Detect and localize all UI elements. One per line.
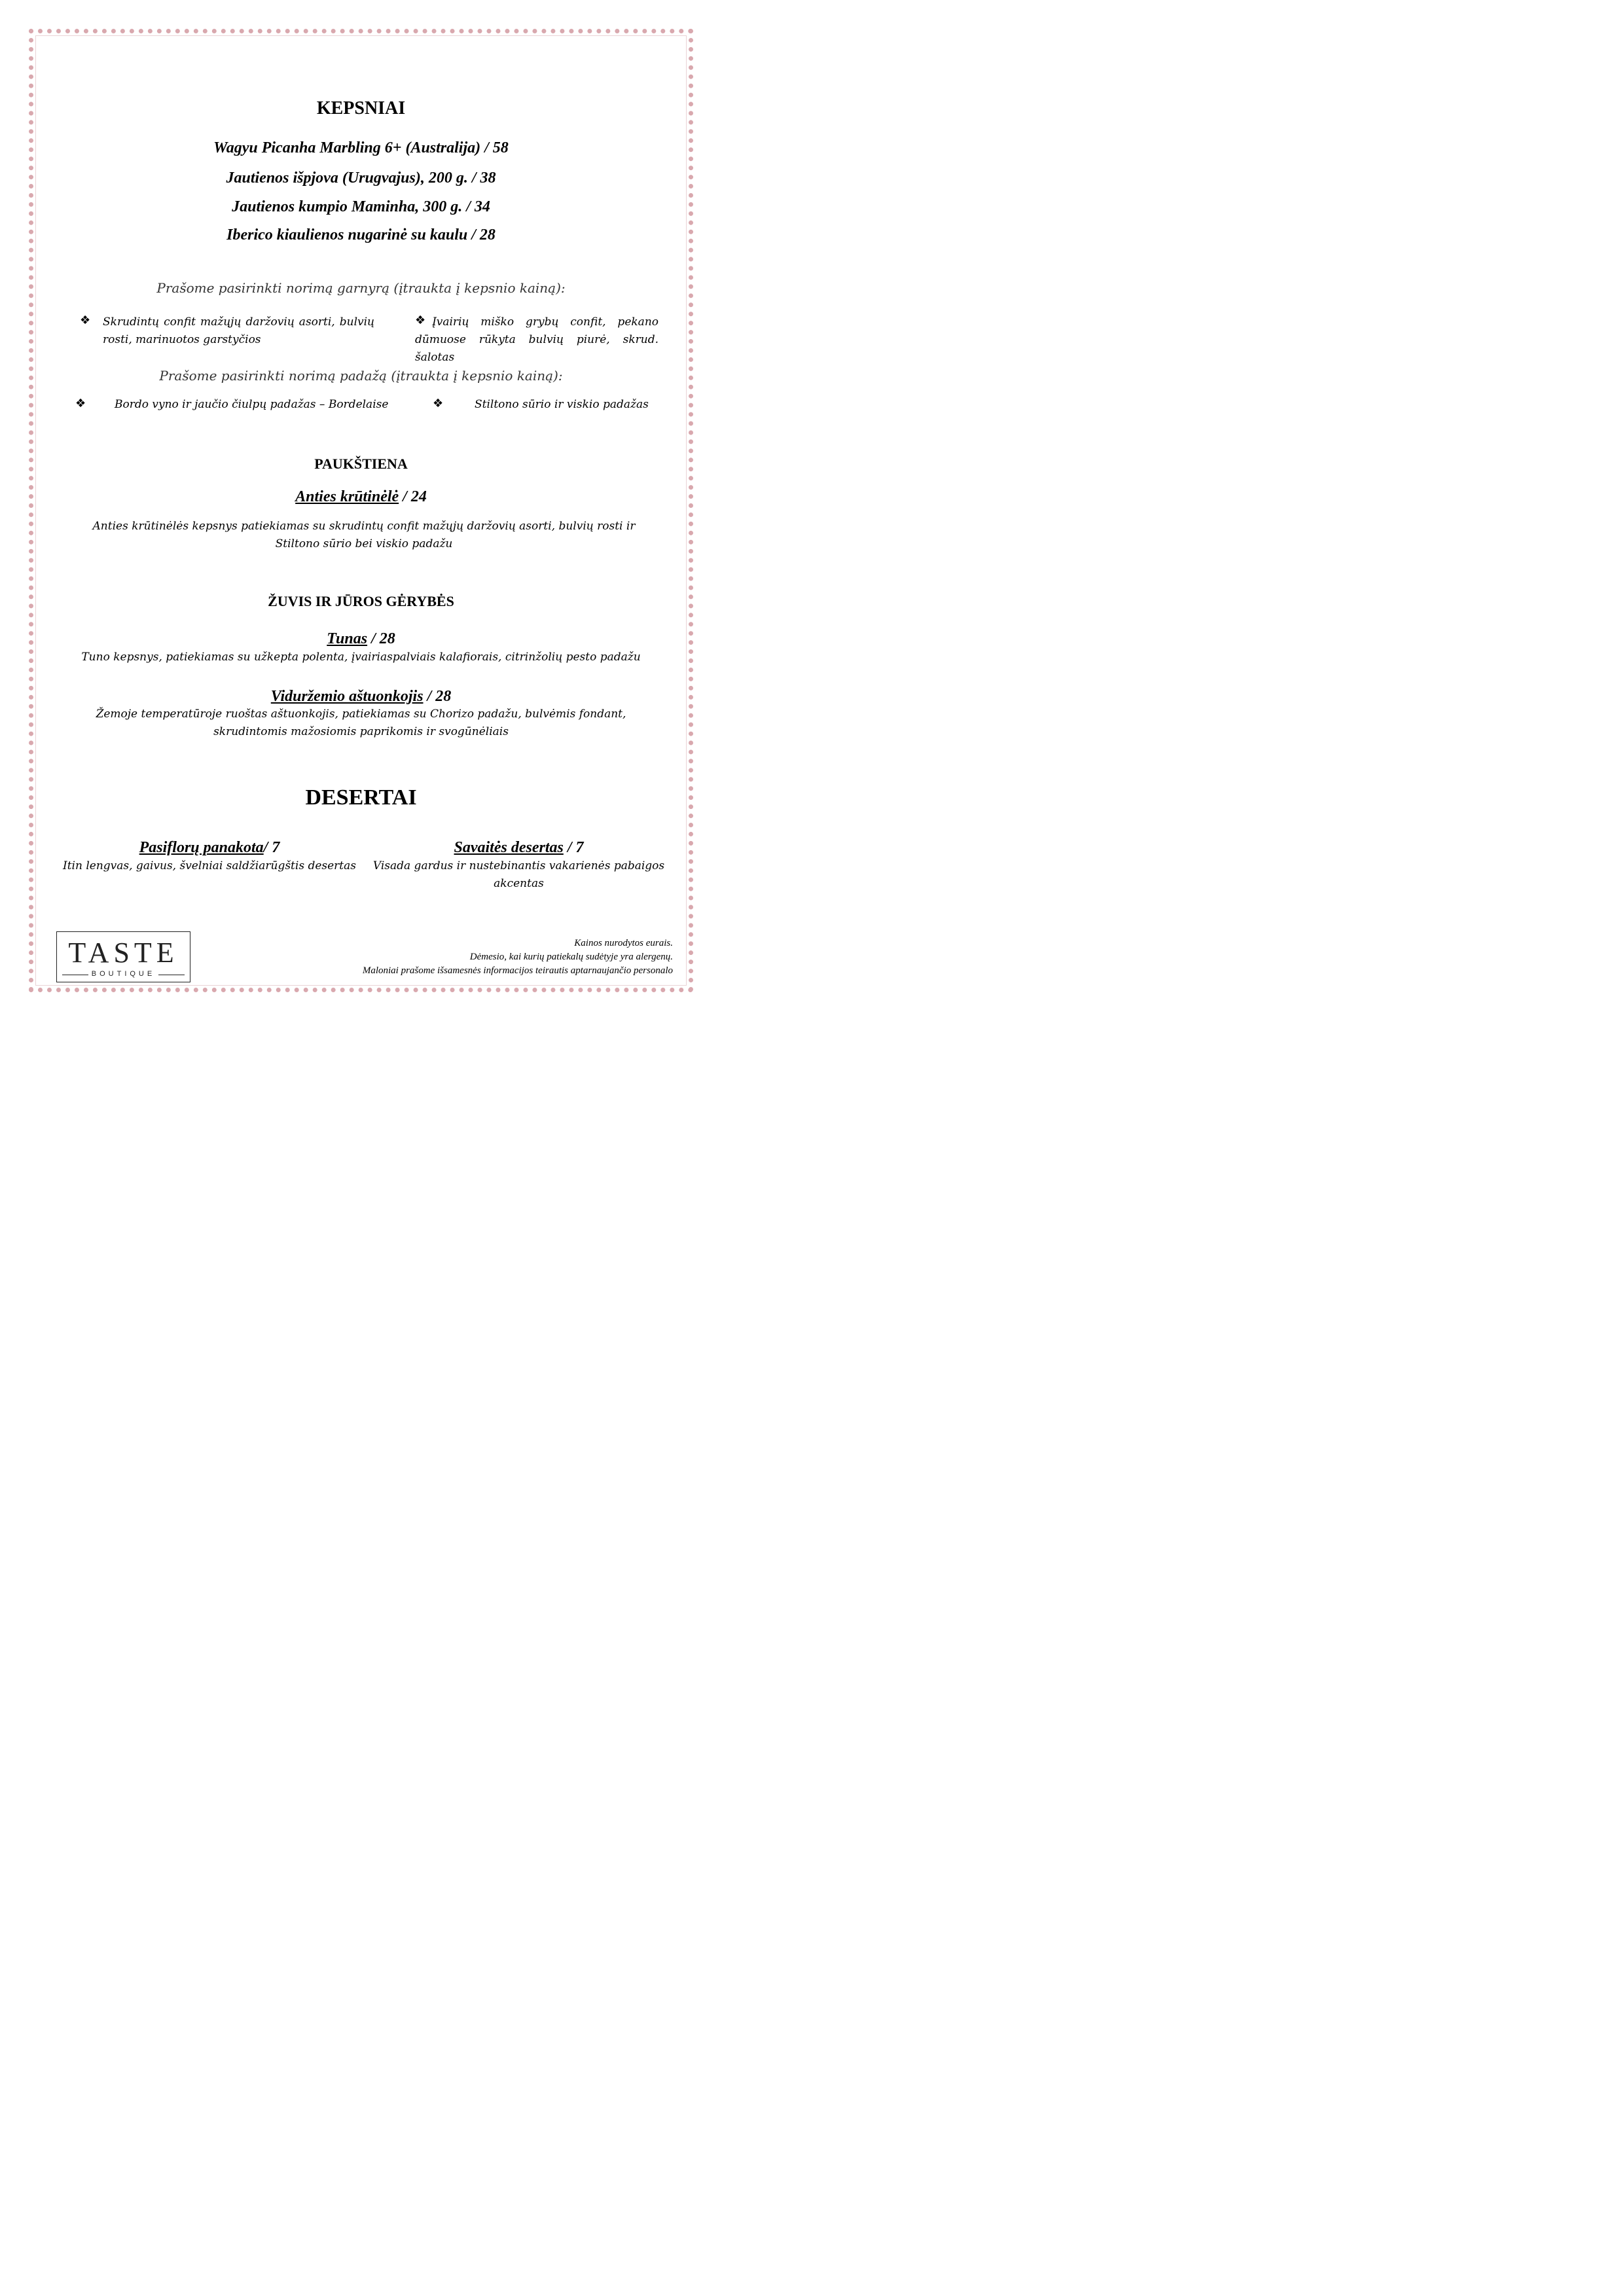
dish-price: / 28: [367, 630, 395, 647]
logo-sub-text: BOUTIQUE: [91, 970, 156, 978]
dish-name: Pasiflorų panakota: [139, 839, 264, 856]
dish-price: / 7: [563, 839, 584, 856]
menu-item: Jautienos išpjova (Urugvajus), 200 g. / 38: [226, 170, 496, 187]
menu-item: Jautienos kumpio Maminha, 300 g. / 34: [232, 198, 490, 215]
dish-price: / 7: [263, 839, 280, 856]
logo-main-text: TASTE: [68, 937, 179, 969]
diamond-bullet-icon: ❖: [80, 314, 91, 327]
dish-title: [0, 630, 722, 648]
footer-notes: [281, 937, 673, 978]
menu-item: Wagyu Picanha Marbling 6+ (Australija) / 58: [213, 139, 509, 156]
taste-boutique-logo: [56, 931, 190, 982]
section-title-desertai: DESERTAI: [305, 785, 417, 810]
dessert-title: [370, 839, 668, 857]
dish-title: [0, 488, 722, 506]
garnish-option: Skrudintų confit mažųjų daržovių asorti, bulvių rosti, marinuotos garstyčios: [103, 315, 374, 346]
footer-line: Kainos nurodytos eurais.: [574, 938, 673, 948]
dessert-description: Itin lengvas, gaivus, švelniai saldžiarūgštis desertas: [63, 859, 356, 872]
section-title-zuvis: ŽUVIS IR JŪROS GĖRYBĖS: [268, 593, 454, 609]
dish-name: Tunas: [327, 630, 368, 647]
dish-description: Žemoje temperatūroje ruoštas aštuonkojis, patiekiamas su Chorizo padažu, bulvėmis fondant, skrudintomis mažosiomis paprikomis ir svogūnėliais: [96, 708, 626, 738]
dish-price: / 24: [399, 488, 427, 505]
diamond-bullet-icon: ❖: [75, 397, 86, 410]
dish-description: Anties krūtinėlės kepsnys patiekiamas su skrudintų confit mažųjų daržovių asorti, bulvių rosti ir Stiltono sūrio bei viskio padažu: [92, 520, 636, 550]
dish-name: Viduržemio aštuonkojis: [270, 688, 424, 705]
diamond-bullet-icon: ❖: [433, 397, 444, 410]
sauce-option: Stiltono sūrio ir viskio padažas: [475, 398, 649, 411]
dish-description: Tuno kepsnys, patiekiamas su užkepta polenta, įvairiaspalviais kalafiorais, citrinžolių pesto padažu: [81, 651, 641, 664]
footer-line: Maloniai prašome išsamesnės informacijos teirautis aptarnaujančio personalo: [362, 965, 673, 976]
section-title-paukstiena: PAUKŠTIENA: [314, 456, 408, 472]
footer-line: Dėmesio, kai kurių patiekalų sudėtyje yra alergenų.: [469, 952, 673, 962]
sauce-prompt: Prašome pasirinkti norimą padažą (įtraukta į kepsnio kainą):: [159, 368, 563, 384]
garnish-prompt: Prašome pasirinkti norimą garnyrą (įtraukta į kepsnio kainą):: [156, 280, 566, 296]
dessert-title: [59, 839, 360, 857]
dish-title: [0, 688, 722, 706]
dish-name: Anties krūtinėlė: [295, 488, 399, 505]
garnish-option: Įvairių miško grybų confit, pekano dūmuose rūkyta bulvių piurė, skrud. šalotas: [415, 315, 659, 364]
sauce-option: Bordo vyno ir jaučio čiulpų padažas – Bordelaise: [115, 398, 389, 411]
diamond-bullet-icon: ❖: [415, 314, 426, 327]
section-title-kepsniai: KEPSNIAI: [316, 98, 406, 118]
dish-price: / 28: [423, 688, 452, 705]
dish-name: Savaitės desertas: [454, 839, 564, 856]
dessert-description: Visada gardus ir nustebinantis vakarienės pabaigos akcentas: [372, 859, 665, 890]
menu-item: Iberico kiaulienos nugarinė su kaulu / 28: [226, 226, 496, 243]
